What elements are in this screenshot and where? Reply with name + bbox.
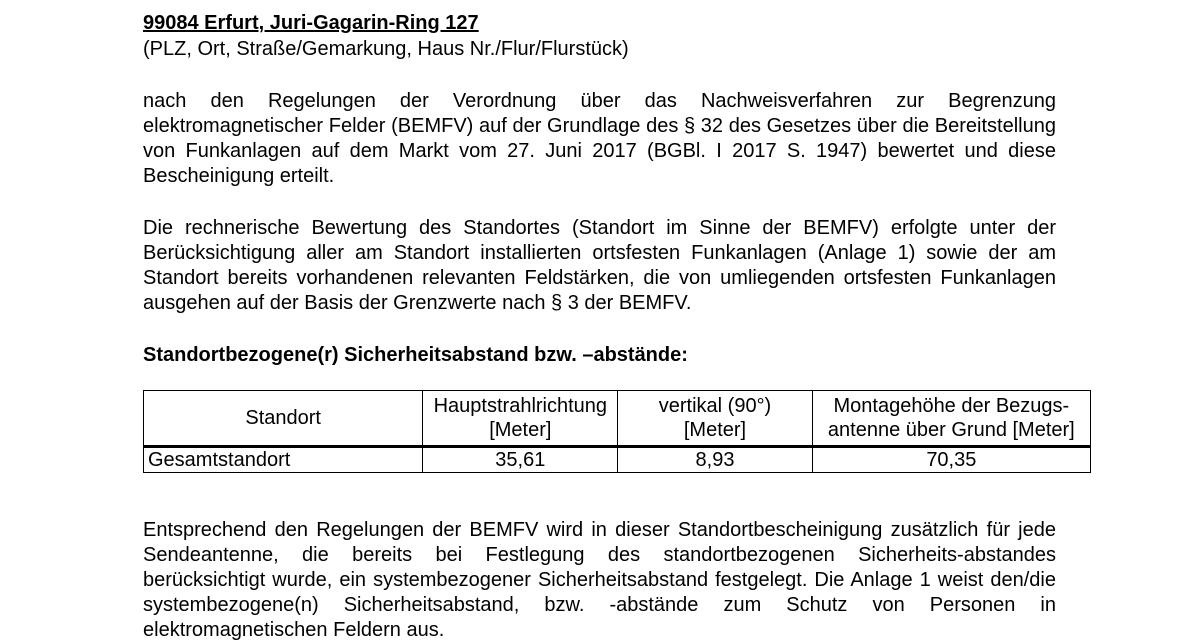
cell-hauptstrahlrichtung: 35,61 [423, 447, 618, 473]
header-standort [144, 391, 423, 447]
header-montage-line1: Montagehöhe der Bezugs- [833, 395, 1070, 417]
paragraph-regulation: nach den Regelungen der Verordnung über das Nachweisverfahren zur Begrenzung elektromagnetischer Felder (BEMFV) auf der Grundlage des § 32 des Gesetzes über die Bereitstellung von Funkanlagen auf dem Markt vom 27. Juni 2017 (BGBl. I 2017 S. 1947) bewertet und diese Bescheinigung erteilt. [143, 90, 1056, 187]
section-heading-safety-distances: Standortbezogene(r) Sicherheitsabstand bzw. –abstände: [143, 344, 688, 366]
table-row [144, 447, 1091, 473]
header-hauptstrahlrichtung [423, 391, 618, 447]
header-vertikal-line1: vertikal (90°) [658, 395, 772, 417]
header-haupt-line2: [Meter] [489, 419, 552, 441]
paragraph-system-distances: Entsprechend den Regelungen der BEMFV wird in dieser Standortbescheinigung zusätzlich für jede Sendeantenne, die bereits bei Festlegung des standortbezogenen Sicherheits-abstandes berücksichtigt wurde, ein systembezogener Sicherheitsabstand festgelegt. Die Anlage 1 weist den/die systembezogene(n) Sicherheitsabstand, bzw. -abstände zum Schutz von Personen in elektromagnetischen Feldern aus. [143, 519, 1056, 641]
cell-montagehoehe: 70,35 [812, 447, 1090, 473]
safety-distance-table [143, 390, 1091, 473]
header-haupt-line1: Hauptstrahlrichtung [433, 395, 608, 417]
table-header-row [144, 391, 1091, 447]
header-montagehoehe [812, 391, 1090, 447]
paragraph-evaluation: Die rechnerische Bewertung des Standortes (Standort im Sinne der BEMFV) erfolgte unter der Berücksichtigung aller am Standort installierten ortsfesten Funkanlagen (Anlage 1) sowie der am Standort bereits vorhandenen relevanten Feldstärken, die von umliegenden ortsfesten Funkanlagen ausgehen auf der Basis der Grenzwerte nach § 3 der BEMFV. [143, 217, 1056, 314]
header-standort-label: Standort [245, 407, 321, 429]
cell-vertikal: 8,93 [618, 447, 812, 473]
header-montage-line2: antenne über Grund [Meter] [827, 419, 1075, 441]
header-vertikal-line2: [Meter] [683, 419, 747, 441]
site-address-hint: (PLZ, Ort, Straße/Gemarkung, Haus Nr./Flur/Flurstück) [143, 38, 629, 60]
cell-standort: Gesamtstandort [144, 447, 423, 473]
header-vertikal [618, 391, 812, 447]
site-address-title: 99084 Erfurt, Juri-Gagarin-Ring 127 [143, 12, 479, 34]
